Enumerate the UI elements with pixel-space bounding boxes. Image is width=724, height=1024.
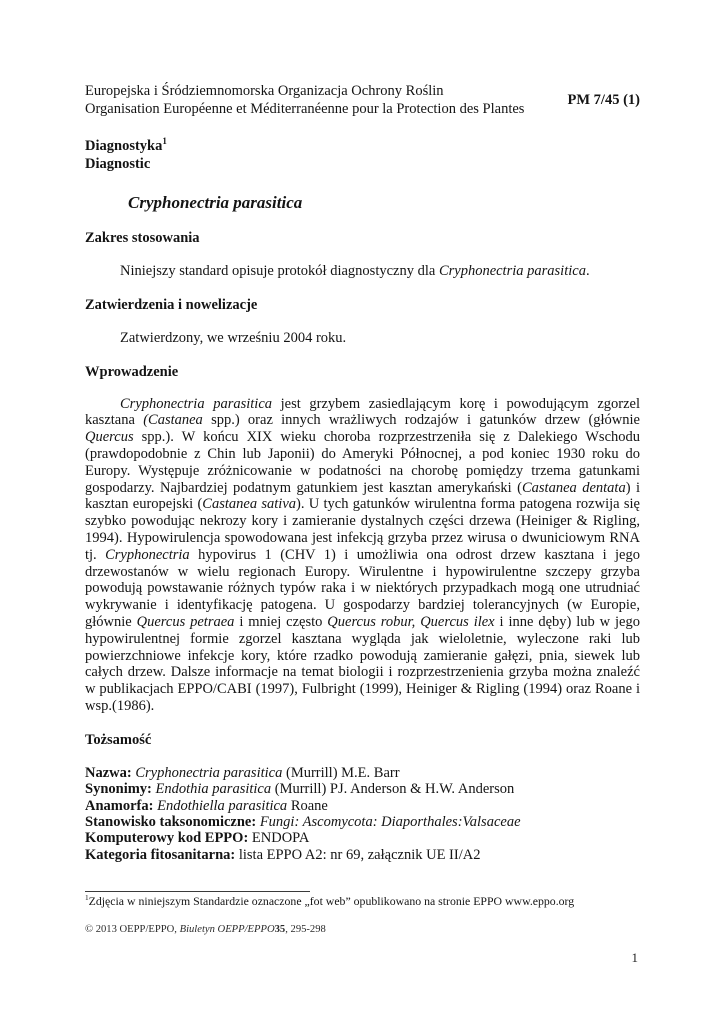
- identity-row-name: Nazwa: Cryphonectria parasitica (Murrill) M.E. Barr: [85, 764, 400, 781]
- copyright-line: © 2013 OEPP/EPPO, Biuletyn OEPP/EPPO35, 295-298: [85, 924, 326, 935]
- document-type-block: [85, 137, 640, 173]
- identity-row-taxonomy: Stanowisko taksonomiczne: Fungi: Ascomycota: Diaporthales:Valsaceae: [85, 813, 521, 830]
- document-header: [85, 82, 640, 118]
- identity-row-anamorph: Anamorfa: Endothiella parasitica Roane: [85, 797, 328, 814]
- section-approval: [85, 297, 640, 347]
- introduction-heading: Wprowadzenie: [85, 363, 179, 380]
- document-type-french: Diagnostic: [85, 156, 151, 172]
- identity-list: [85, 765, 640, 863]
- section-identity: [85, 732, 640, 863]
- footnote-text: $^1$Zdjęcia w niniejszym Standardzie oznaczone „fot web” opublikowano na stronie EPPO www.eppo.org: [85, 893, 575, 908]
- org-name-french: Organisation Européenne et Méditerranéenne pour la Protection des Plantes: [85, 101, 525, 117]
- identity-row-phytosanitary-category: Kategoria fitosanitarna: lista EPPO A2: nr 69, załącznik UE II/A2: [85, 846, 481, 863]
- page-number: 1: [631, 950, 638, 965]
- introduction-paragraph: Cryphonectria parasitica jest grzybem zasiedlającym korę i powodującym zgorzel kasztana (Castanea spp.) oraz innych wrażliwych rodzajów i gatunków drzew (głównie Quercus spp.). W końcu XIX wieku choroba rozprzestrzeniła się z Dalekiego Wschodu (prawdopodobnie z Chin lub Japonii) do Ameryki Północnej, a pod koniec 1930 roku do Europy. Występuje zróżnicowanie w podatności na chorobę pomiędzy trzema gatunkami gospodarzy. Najbardziej podatnym gatunkiem jest kasztan amerykański (Castanea dentata) i kasztan europejski (Castanea sativa). U tych gatunków wirulentna forma patogena rozwija się szybko powodując nekrozy kory i zamieranie dystalnych części drzewa (Heiniger & Rigling, 1994). Hypowirulencja spowodowana jest infekcją grzyba przez wirusa o dwuniciowym RNA tj. Cryphonectria hypovirus 1 (CHV 1) i umożliwia ona odrost drzew kasztana i jego drzewostanów w wielu regionach Europy. Wirulentne i hypowirulentne szczepy grzyba powodują powstawanie różnych typów raka i w niektórych przypadkach mogą one utrudniać wykrywanie i identyfikację patogena. U gospodarzy bardziej tolerancyjnych (w Europie, głównie Quercus petraea i mniej często Quercus robur, Quercus ilex i inne dęby) lub w jego hypowirulentnej formie zgorzel kasztana wygląda jak wieloletnie, wyleczone raki lub powierzchniowe infekcje kory, które rzadko powodują zamieranie gałęzi, pnia, siewek lub całych drzew. Dalsze informacje na temat biologii i rozprzestrzenienia grzyba można znaleźć w publikacjach EPPO/CABI (1997), Fulbright (1999), Heiniger & Rigling (1994) oraz Roane i wsp.(1986).: [85, 395, 641, 714]
- page-title: Cryphonectria parasitica: [128, 193, 303, 212]
- organization-names: [85, 82, 524, 118]
- org-name-polish: Europejska i Śródziemnomorska Organizacja Ochrony Roślin: [85, 83, 444, 99]
- approval-paragraph: Zatwierdzony, we wrześniu 2004 roku.: [120, 329, 347, 346]
- identity-heading: Tożsamość: [85, 731, 152, 748]
- scope-heading: Zakres stosowania: [85, 230, 200, 246]
- scope-paragraph: Niniejszy standard opisuje protokół diagnostyczny dla Cryphonectria parasitica.: [120, 263, 590, 279]
- page-footer: [85, 891, 640, 936]
- footnote-separator: [85, 891, 310, 892]
- approval-heading: Zatwierdzenia i nowelizacje: [85, 296, 258, 313]
- section-introduction: [85, 364, 640, 715]
- identity-row-eppo-code: Komputerowy kod EPPO: ENDOPA: [85, 830, 310, 847]
- document-type-polish: Diagnostyka$^1$: [85, 136, 167, 154]
- standard-number: PM 7/45 (1): [567, 91, 640, 108]
- identity-row-synonyms: Synonimy: Endothia parasitica (Murrill) PJ. Anderson & H.W. Anderson: [85, 781, 515, 798]
- section-scope: [85, 230, 640, 280]
